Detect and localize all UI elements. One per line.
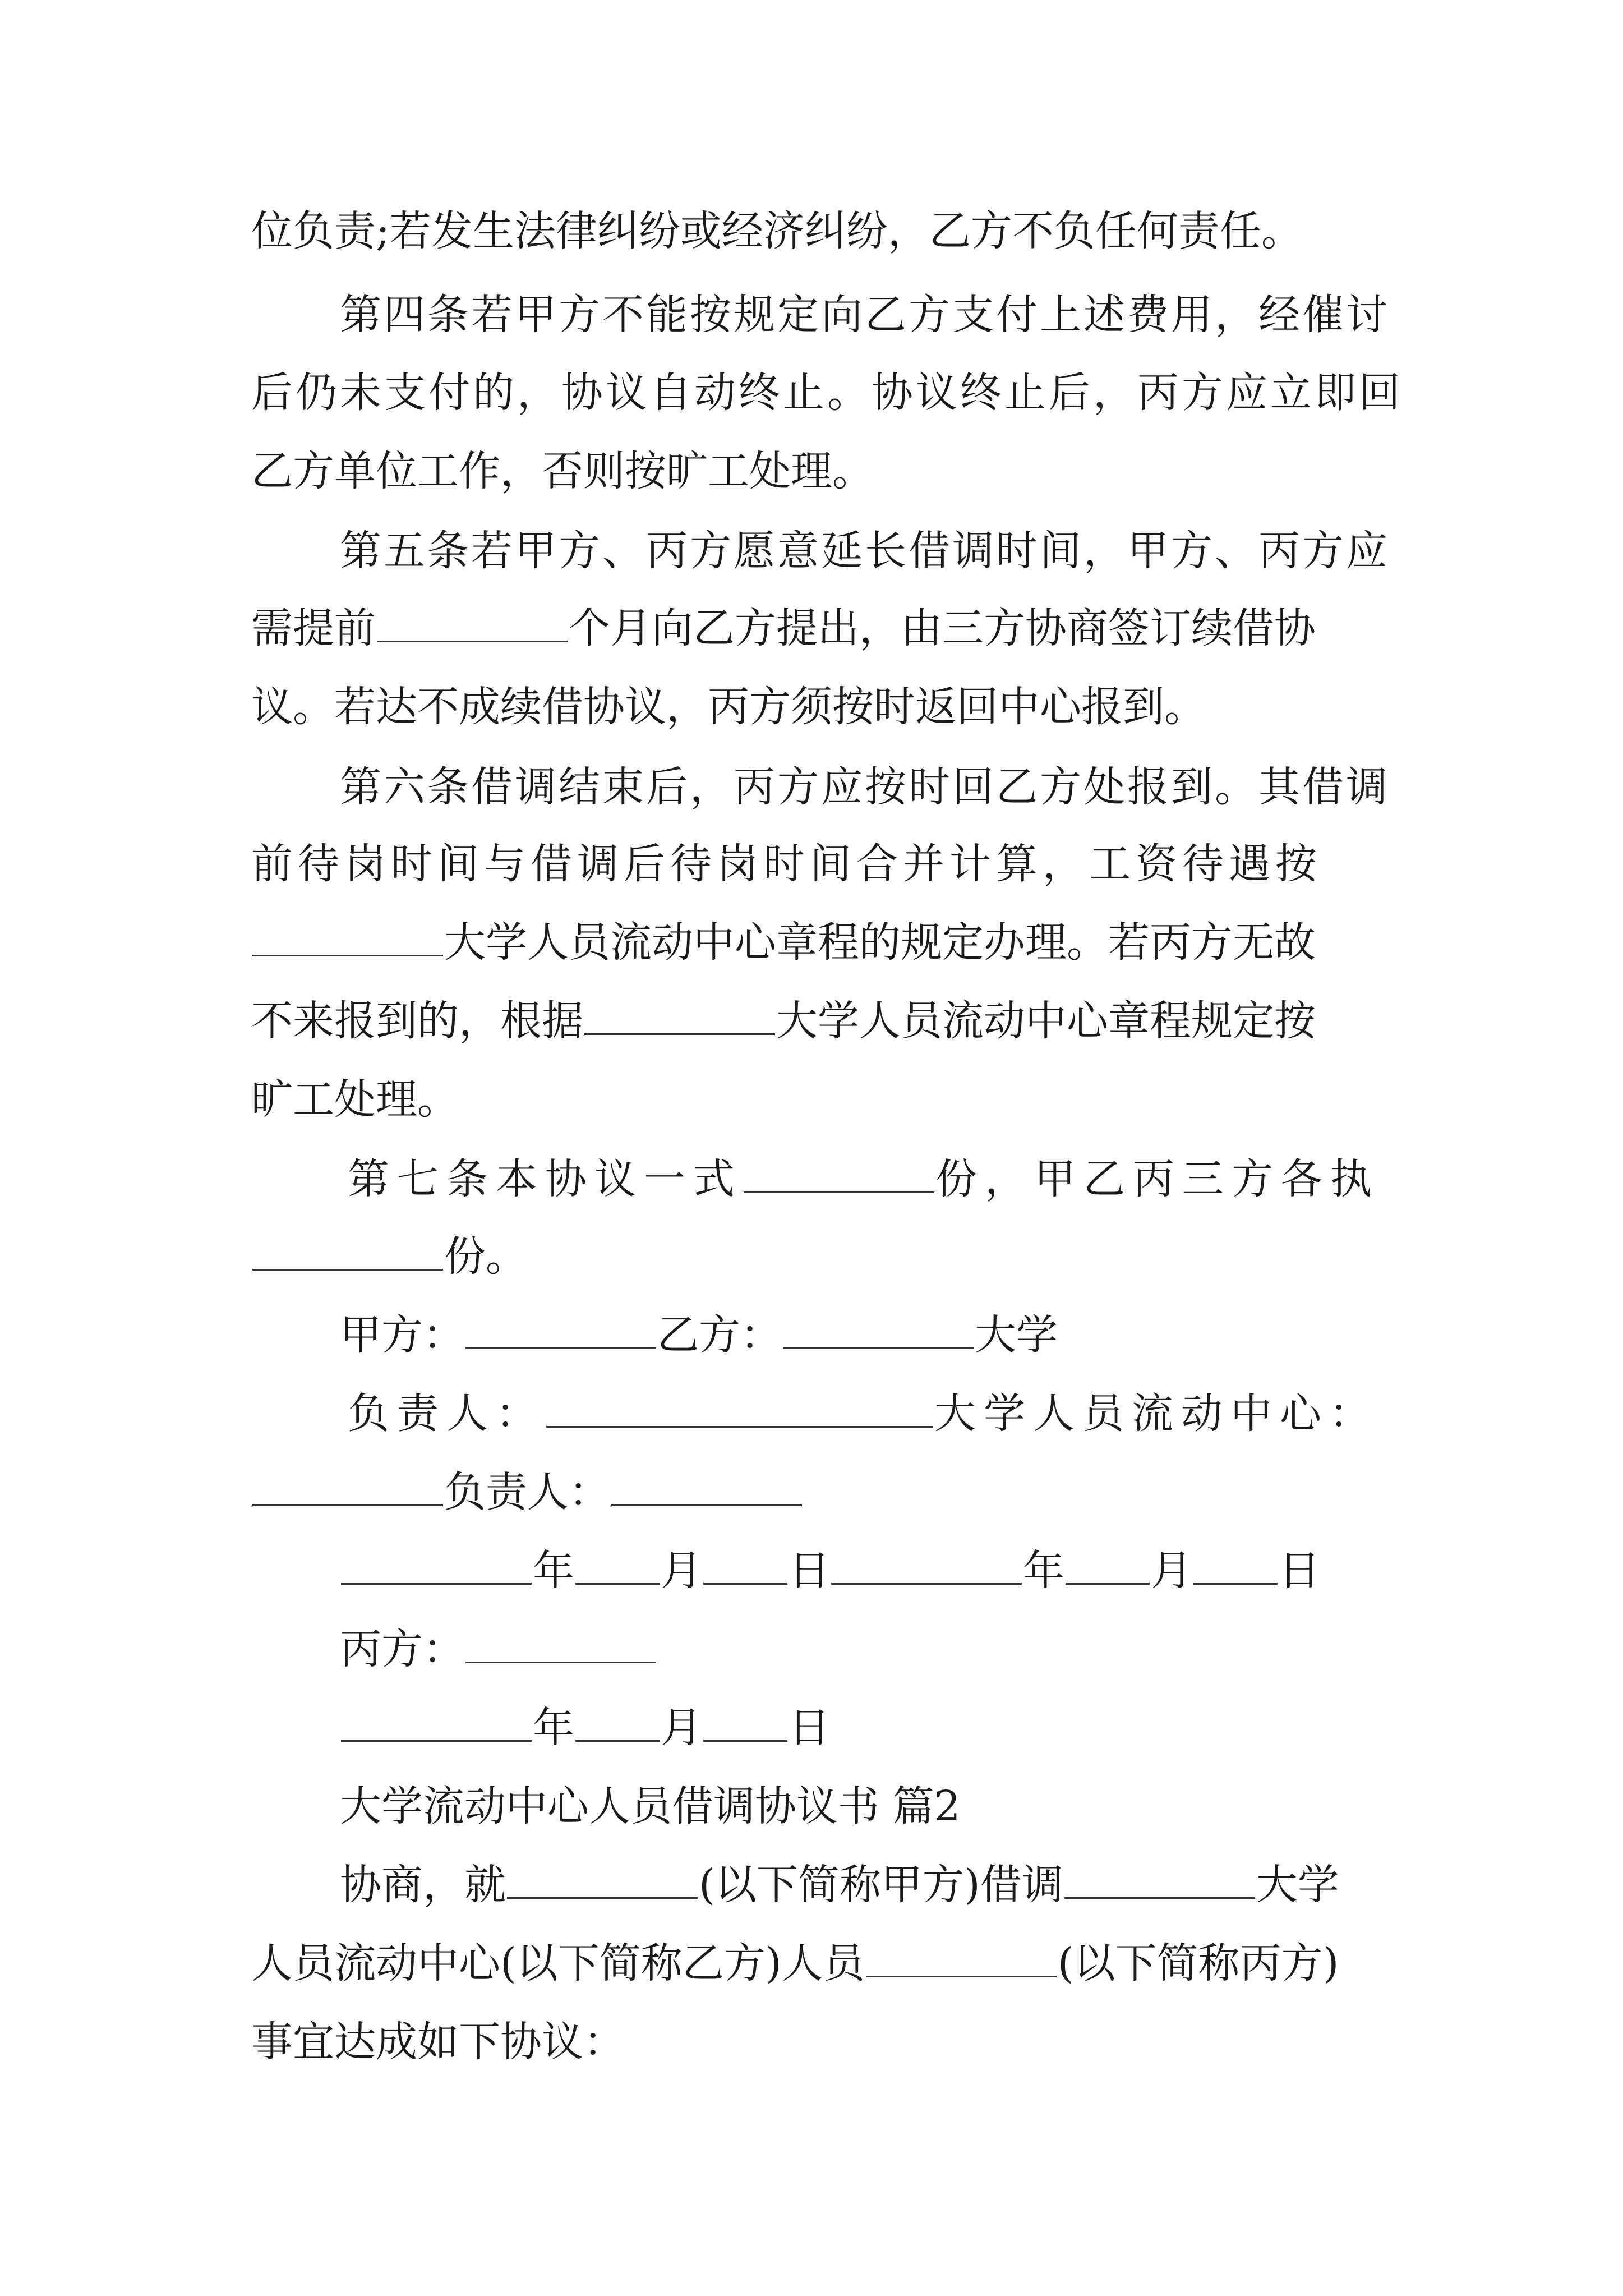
responsible-field[interactable] — [546, 1392, 933, 1428]
article-5-line-3 — [251, 679, 1206, 735]
responsible-field[interactable] — [611, 1471, 802, 1506]
month-field[interactable] — [1066, 1549, 1150, 1585]
text: 第四条若甲方不能按规定向乙方支付上述费用，经催讨 — [340, 291, 1390, 339]
text: 乙方单位工作，否则按旷工处理。 — [251, 447, 874, 495]
fill-blank[interactable] — [866, 1942, 1057, 1977]
party-c-field[interactable] — [465, 1628, 656, 1663]
center-field[interactable] — [252, 1471, 443, 1506]
section2-line-1 — [340, 1857, 1339, 1913]
responsible-label: 负责人： — [444, 1468, 610, 1516]
text: 后仍未支付的，协议自动终止。协议终止后，丙方应立即回 — [251, 369, 1403, 417]
text: (以下简称甲方)借调 — [699, 1861, 1063, 1909]
article-6-line-4 — [251, 993, 1316, 1049]
signature-line-responsible — [348, 1386, 1378, 1442]
section2-line-2 — [251, 1935, 1339, 1991]
text: 旷工处理。 — [251, 1075, 459, 1124]
day-field[interactable] — [1193, 1549, 1278, 1585]
section-title — [340, 1778, 961, 1834]
article-5-line-1 — [340, 523, 1390, 579]
month-field[interactable] — [575, 1549, 660, 1585]
article-6-line-2 — [251, 836, 1322, 892]
year-field[interactable] — [341, 1549, 532, 1585]
article-7-line-1 — [348, 1151, 1380, 1207]
section2-line-3 — [251, 2014, 625, 2070]
text: 大学人员流动中心章程的规定办理。若丙方无故 — [444, 918, 1316, 967]
party-c-label: 丙方： — [340, 1625, 464, 1673]
text: 日 — [789, 1547, 830, 1595]
party-b-label: 乙方： — [657, 1311, 782, 1359]
text: 协商，就 — [340, 1861, 506, 1909]
text: 第五条若甲方、丙方愿意延长借调时间，甲方、丙方应 — [340, 527, 1390, 575]
date-line-1 — [340, 1543, 1320, 1599]
article-6-line-1 — [340, 759, 1390, 815]
fill-blank[interactable] — [507, 1864, 698, 1899]
text: 年 — [533, 1704, 574, 1752]
responsible-label: 负责人： — [348, 1389, 545, 1438]
fill-blank[interactable] — [252, 1235, 443, 1271]
text: 份，甲乙丙三方各执 — [935, 1155, 1380, 1203]
article-6-line-3 — [251, 914, 1316, 970]
year-field[interactable] — [831, 1549, 1022, 1585]
text: 事宜达成如下协议： — [251, 2018, 625, 2066]
text: 月 — [661, 1547, 702, 1595]
text: 大学 — [1256, 1861, 1339, 1909]
text: 大学人员流动中心章程规定按 — [776, 997, 1316, 1045]
party-b-field[interactable] — [783, 1314, 974, 1349]
fill-blank[interactable] — [744, 1158, 934, 1193]
text: 日 — [789, 1704, 830, 1752]
text: 份。 — [444, 1232, 527, 1281]
party-a-label: 甲方： — [340, 1311, 464, 1359]
day-field[interactable] — [703, 1549, 787, 1585]
article-6-line-5 — [251, 1071, 459, 1128]
text: (以下简称丙方) — [1057, 1939, 1339, 1987]
fill-blank[interactable] — [584, 1000, 775, 1035]
article-4-line-1 — [340, 287, 1390, 343]
paragraph-line — [251, 203, 1303, 259]
text: 月 — [1151, 1547, 1192, 1595]
text: 月 — [661, 1704, 702, 1752]
article-5-line-2 — [251, 600, 1316, 656]
article-4-line-3 — [251, 443, 874, 499]
text: 议。若达不成续借协议，丙方须按时返回中心报到。 — [251, 683, 1206, 731]
text: 日 — [1279, 1547, 1320, 1595]
text: 年 — [1023, 1547, 1064, 1595]
signature-line-responsible-2 — [251, 1464, 803, 1520]
text: 大学流动中心人员借调协议书 篇2 — [340, 1782, 961, 1830]
signature-line-parties — [340, 1307, 1058, 1363]
center-label: 大学人员流动中心： — [934, 1389, 1378, 1438]
party-c-line — [340, 1621, 657, 1677]
text: 第七条本协议一式 — [348, 1155, 743, 1203]
fill-blank[interactable] — [1064, 1864, 1255, 1899]
text: 需提前 — [251, 604, 376, 652]
text: 不来报到的，根据 — [251, 997, 583, 1045]
month-field[interactable] — [575, 1706, 660, 1742]
text: 人员流动中心(以下简称乙方)人员 — [251, 1939, 865, 1987]
party-a-field[interactable] — [465, 1314, 656, 1349]
text: 个月向乙方提出，由三方协商签订续借协 — [569, 604, 1316, 652]
fill-blank[interactable] — [252, 921, 443, 956]
text: 年 — [533, 1547, 574, 1595]
text: 大学 — [975, 1311, 1058, 1359]
year-field[interactable] — [341, 1706, 532, 1742]
article-7-line-2 — [251, 1228, 527, 1285]
text: 第六条借调结束后，丙方应按时回乙方处报到。其借调 — [340, 763, 1390, 811]
date-line-2 — [340, 1700, 830, 1756]
text: 前待岗时间与借调后待岗时间合并计算，工资待遇按 — [251, 840, 1322, 888]
day-field[interactable] — [703, 1706, 787, 1742]
text: 位负责;若发生法律纠纷或经济纠纷，乙方不负任何责任。 — [251, 207, 1303, 255]
article-4-line-2 — [251, 365, 1403, 421]
fill-blank[interactable] — [377, 607, 568, 642]
